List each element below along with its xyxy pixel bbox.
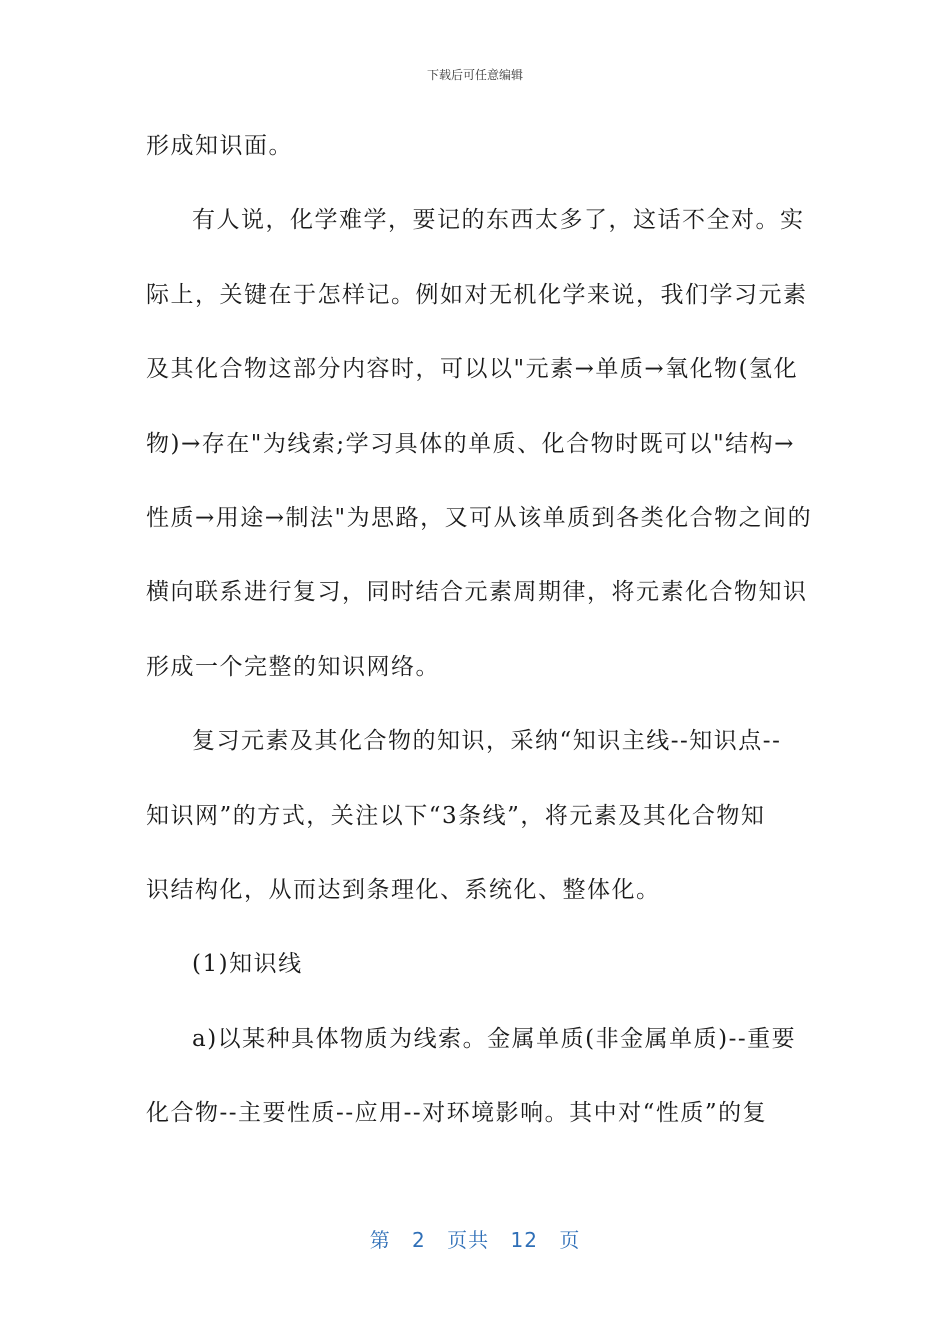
footer-middle: 页共 <box>447 1228 490 1252</box>
text-line: 际上，关键在于怎样记。例如对无机化学来说，我们学习元素 <box>146 281 808 308</box>
text-line: 性质→用途→制法"为思路，又可从该单质到各类化合物之间的 <box>146 504 813 531</box>
text-line: 知识网”的方式，关注以下“3条线”，将元素及其化合物知 <box>146 802 766 829</box>
footer-suffix: 页 <box>559 1228 581 1252</box>
text-line: 复习元素及其化合物的知识，采纳“知识主线--知识点-- <box>192 728 782 755</box>
current-page-number: 2 <box>412 1228 426 1252</box>
text-line: 及其化合物这部分内容时，可以以"元素→单质→氧化物(氢化 <box>146 356 799 383</box>
text-line: 有人说，化学难学，要记的东西太多了，这话不全对。实 <box>192 207 805 234</box>
text-line: 化合物--主要性质--应用--对环境影响。其中对“性质”的复 <box>146 1100 768 1127</box>
text-line: 形成知识面。 <box>146 133 293 159</box>
page-header: 下载后可任意编辑 <box>426 68 523 82</box>
footer-prefix: 第 <box>369 1228 391 1252</box>
page-footer <box>0 1224 950 1253</box>
text-line: 横向联系进行复习，同时结合元素周期律，将元素化合物知识 <box>146 579 808 606</box>
text-line: (1)知识线 <box>192 951 303 978</box>
text-line: 物)→存在"为线索;学习具体的单质、化合物时既可以"结构→ <box>146 430 795 457</box>
text-line: a)以某种具体物质为线索。金属单质(非金属单质)--重要 <box>192 1025 797 1052</box>
text-line: 识结构化，从而达到条理化、系统化、整体化。 <box>146 876 661 903</box>
total-pages-number: 12 <box>510 1228 538 1252</box>
text-line: 形成一个完整的知识网络。 <box>146 653 440 680</box>
document-body <box>146 121 813 1162</box>
